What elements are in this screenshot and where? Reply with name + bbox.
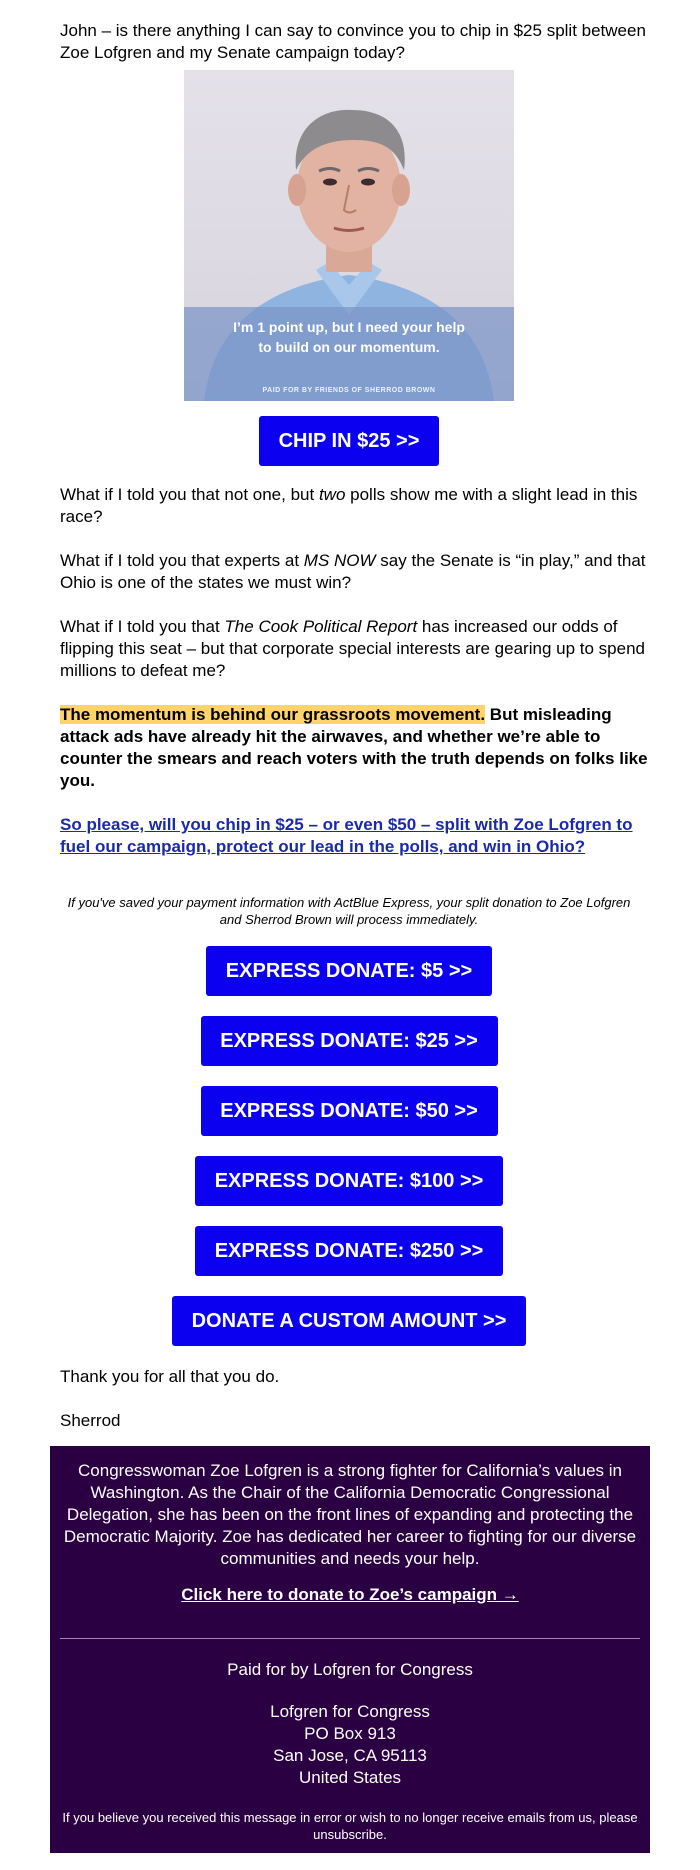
paragraph-senate-text-a: What if I told you that experts at [60, 551, 304, 570]
footer-paid-for: Paid for by Lofgren for Congress [227, 1660, 473, 1679]
express-donate-25-button[interactable]: EXPRESS DONATE: $25 >> [201, 1016, 498, 1066]
footer-donate-link[interactable]: Click here to donate to Zoe’s campaign → [181, 1585, 519, 1604]
right-eye-shape [361, 179, 375, 186]
signature: Sherrod [60, 1411, 121, 1430]
left-ear-shape [288, 174, 306, 206]
email-body [50, 0, 650, 1432]
paragraph-senate-text-c: say the Senate is “in play,” and that Ohio is one of the states we must win? [60, 551, 646, 592]
express-donate-50-button[interactable]: EXPRESS DONATE: $50 >> [201, 1086, 498, 1136]
left-eye-shape [323, 179, 337, 186]
footer-address-line: PO Box 913 [304, 1724, 396, 1743]
thank-you-text: Thank you for all that you do. [60, 1367, 280, 1386]
footer-address-line: Lofgren for Congress [270, 1702, 430, 1721]
paragraph-polls [60, 484, 650, 528]
footer [50, 1446, 650, 1853]
footer-divider [60, 1638, 640, 1639]
express-button-row-25 [60, 1016, 650, 1066]
paragraph-cook-text-c: has increased our odds of flipping this seat – but that corporate special interests are gearing up to spend millions to defeat me? [60, 617, 645, 680]
donate-custom-amount-button[interactable]: DONATE A CUSTOM AMOUNT >> [172, 1296, 526, 1346]
paragraph-cook-text-a: What if I told you that [60, 617, 225, 636]
paragraph-cook-emphasis: The Cook Political Report [224, 617, 418, 636]
paragraph-momentum-rest: But misleading attack ads have already hit the airwaves, and whether we’re able to counter the smears and reach voters with the truth depends on folks like you. [60, 705, 648, 790]
hero-caption-line2: to build on our momentum. [258, 339, 440, 355]
hero-image[interactable] [184, 70, 514, 401]
paragraph-polls-emphasis: two [318, 485, 346, 504]
paragraph-polls-text-c: polls show me with a slight lead in this race? [60, 485, 638, 526]
intro-paragraph: John – is there anything I can say to convince you to chip in $25 split between Zoe Lofgren and my Senate campaign today? [60, 21, 646, 62]
paragraph-polls-text-a: What if I told you that not one, but [60, 485, 319, 504]
right-ear-shape [392, 174, 410, 206]
hero-caption [184, 307, 514, 401]
express-donate-5-button[interactable]: EXPRESS DONATE: $5 >> [206, 946, 492, 996]
express-button-row-250 [60, 1226, 650, 1276]
hero-image-wrapper [60, 70, 650, 406]
paragraph-cook [60, 616, 650, 682]
footer-bio: Congresswoman Zoe Lofgren is a strong fighter for California’s values in Washington. As the Chair of the California Democratic Congressional Delegation, she has been on the front lines of expanding and protecting the Democratic Majority. Zoe has dedicated her career to fighting for our diverse communities and needs your help. [63, 1461, 637, 1568]
custom-button-row [60, 1296, 650, 1346]
ask-link[interactable]: So please, will you chip in $25 – or even $50 – split with Zoe Lofgren to fuel our campaign, protect our lead in the polls, and win in Ohio? [60, 815, 633, 856]
ask-paragraph [60, 814, 650, 858]
express-button-row-5 [60, 946, 650, 996]
chip-in-button[interactable]: CHIP IN $25 >> [259, 416, 439, 466]
express-button-row-50 [60, 1086, 650, 1136]
hero-caption-line1: I’m 1 point up, but I need your help [233, 319, 465, 335]
express-button-row-100 [60, 1156, 650, 1206]
hero-paid-for: PAID FOR BY FRIENDS OF SHERROD BROWN [262, 387, 436, 394]
footer-address-line: San Jose, CA 95113 [273, 1746, 427, 1765]
express-donate-250-button[interactable]: EXPRESS DONATE: $250 >> [195, 1226, 503, 1276]
paragraph-senate [60, 550, 650, 594]
express-note: If you've saved your payment information with ActBlue Express, your split donation to Zoe Lofgren and Sherrod Brown will process immediately. [67, 895, 631, 927]
paragraph-momentum [60, 704, 650, 792]
paragraph-senate-emphasis: MS NOW [303, 551, 376, 570]
footer-address [60, 1701, 640, 1789]
momentum-highlight: The momentum is behind our grassroots movement. [60, 705, 486, 724]
footer-address-line: United States [298, 1768, 402, 1787]
footer-unsubscribe[interactable]: If you believe you received this message in error or wish to no longer receive emails from us, please unsubscribe. [62, 1810, 638, 1842]
chip-button-row [60, 416, 650, 466]
express-donate-100-button[interactable]: EXPRESS DONATE: $100 >> [195, 1156, 503, 1206]
